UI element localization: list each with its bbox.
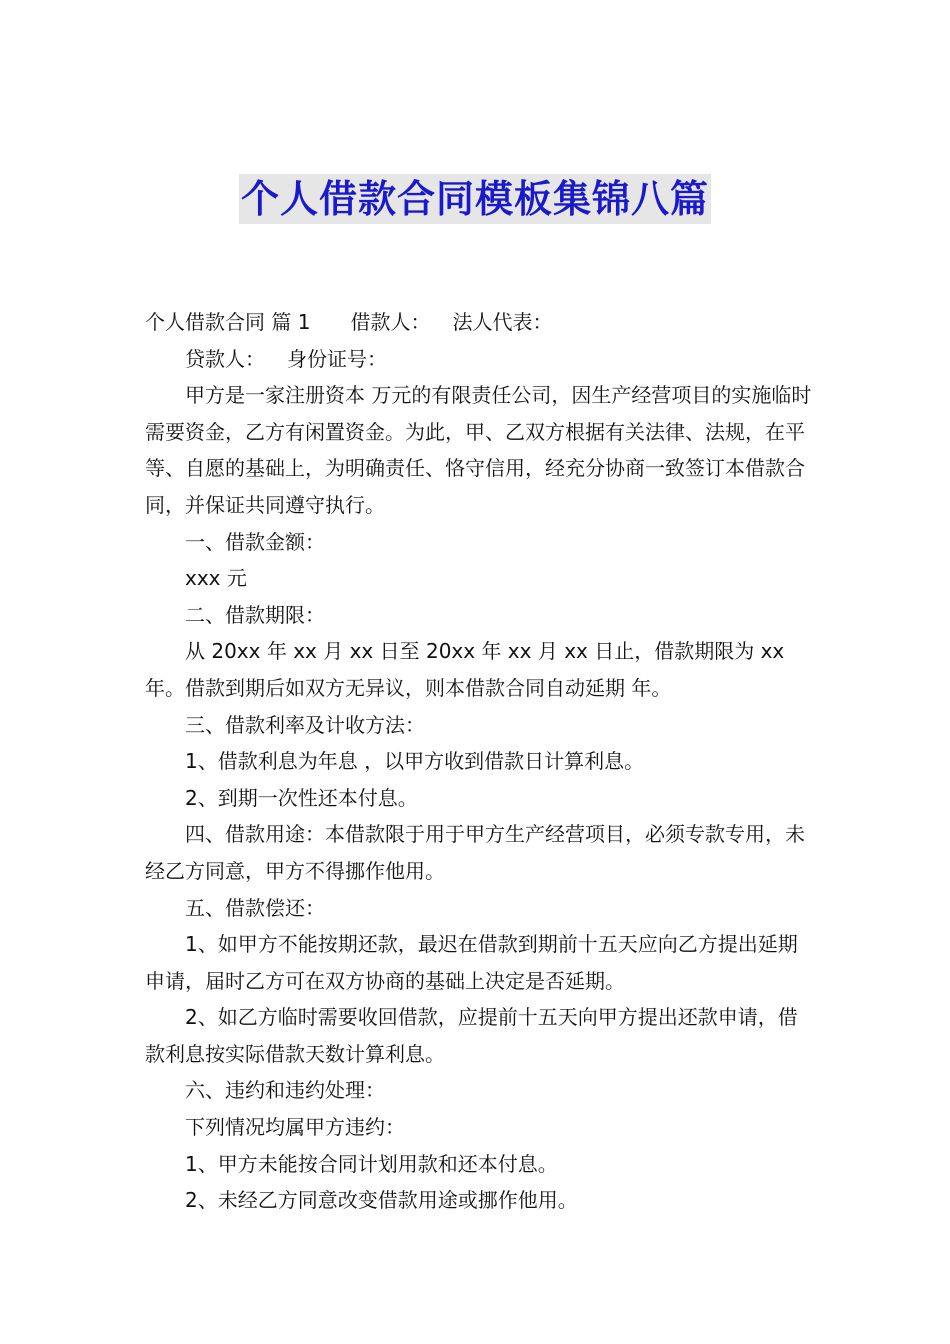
contract-header-line <box>145 304 815 341</box>
paragraph-purpose: 四、借款用途：本借款限于用于甲方生产经营项目，必须专款专用，未经乙方同意，甲方不得挪作他用。 <box>145 822 805 883</box>
section-heading-amount: 一、借款金额： <box>185 529 325 554</box>
title-container <box>0 174 950 224</box>
paragraph-amount: xxx 元 <box>185 566 247 591</box>
section-heading-term: 二、借款期限： <box>185 602 325 627</box>
paragraph-repayment-2: 2、如乙方临时需要收回借款，应提前十五天向甲方提出还款申请，借款利息按实际借款天数计算利息。 <box>145 1005 798 1066</box>
document-body <box>145 304 815 1219</box>
contract-section-label: 个人借款合同 篇 1 <box>145 310 311 334</box>
paragraph-breach-2: 2、未经乙方同意改变借款用途或挪作他用。 <box>185 1188 578 1213</box>
section-heading-breach: 六、违约和违约处理： <box>185 1078 385 1103</box>
paragraph-term: 从 20xx 年 xx 月 xx 日至 20xx 年 xx 月 xx 日止，借款期限为 xx 年。借款到期后如双方无异议，则本借款合同自动延期 年。 <box>145 639 785 700</box>
paragraph-breach-intro: 下列情况均属甲方违约： <box>185 1115 405 1140</box>
document-title: 个人借款合同模板集锦八篇 <box>239 174 711 224</box>
paragraph-interest-2: 2、到期一次性还本付息。 <box>185 785 418 810</box>
borrower-label: 借款人： <box>350 310 431 334</box>
paragraph-intro: 甲方是一家注册资本 万元的有限责任公司，因生产经营项目的实施临时需要资金，乙方有闲置资金。为此，甲、乙双方根据有关法律、法规，在平等、自愿的基础上，为明确责任、恪守信用，经充分协商一致签订本借款合同，并保证共同遵守执行。 <box>145 383 812 517</box>
lender-line <box>145 341 815 378</box>
id-number-label: 身份证号： <box>287 346 387 371</box>
section-heading-interest: 三、借款利率及计收方法： <box>185 712 425 737</box>
paragraph-repayment-1: 1、如甲方不能按期还款，最迟在借款到期前十五天应向乙方提出延期申请，届时乙方可在双方协商的基础上决定是否延期。 <box>145 932 798 993</box>
section-heading-repayment: 五、借款偿还： <box>185 895 325 920</box>
lender-label: 贷款人： <box>185 346 265 371</box>
paragraph-breach-1: 1、甲方未能按合同计划用款和还本付息。 <box>185 1151 558 1176</box>
paragraph-interest-1: 1、借款利息为年息 ，以甲方收到借款日计算利息。 <box>185 749 645 774</box>
legal-rep-label: 法人代表： <box>452 310 553 334</box>
